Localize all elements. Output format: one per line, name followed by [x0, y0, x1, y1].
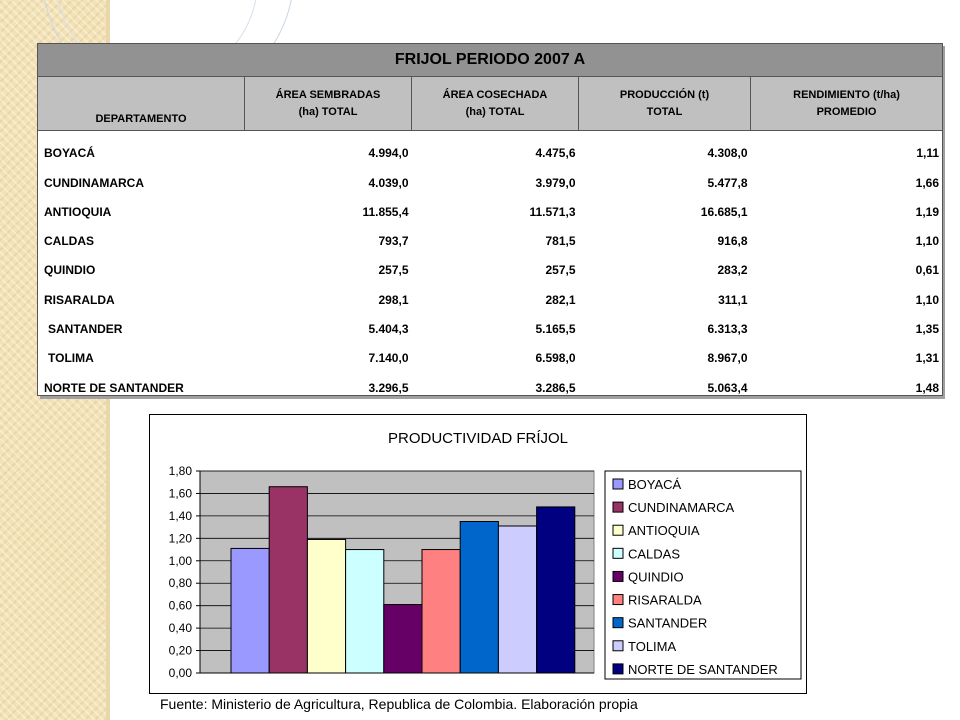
departamento-cell: TOLIMA — [48, 351, 94, 366]
departamento-cell: NORTE DE SANTANDER — [44, 380, 184, 395]
y-tick-label: 0,80 — [168, 576, 192, 591]
legend-label: RISARALDA — [628, 592, 702, 608]
departamento-cell: RISARALDA — [44, 292, 115, 307]
value-cell: 298,1 — [378, 292, 409, 307]
table-body — [38, 131, 943, 396]
value-cell: 916,8 — [717, 234, 748, 249]
value-cell: 6.598,0 — [535, 351, 576, 366]
table-row — [38, 219, 943, 248]
productivity-bar-chart — [150, 415, 806, 693]
value-cell: 4.308,0 — [707, 146, 748, 161]
legend-label: SANTANDER — [628, 615, 708, 631]
legend-swatch — [613, 641, 623, 651]
header-label: DEPARTAMENTO — [95, 112, 187, 125]
value-cell: 8.967,0 — [707, 351, 748, 366]
y-tick-label: 1,60 — [168, 486, 192, 501]
value-cell: 1,48 — [915, 380, 940, 395]
bar-risaralda — [422, 550, 460, 673]
value-cell: 5.063,4 — [707, 380, 748, 395]
y-tick-label: 1,40 — [168, 508, 192, 523]
y-tick-label: 0,00 — [168, 666, 192, 680]
legend-swatch — [613, 479, 623, 489]
value-cell: 3.286,5 — [535, 380, 576, 395]
table-row — [38, 160, 943, 189]
chart-title: PRODUCTIVIDAD FRÍJOL — [387, 430, 569, 447]
column-header-area-sembradas — [245, 77, 412, 131]
value-cell: 1,10 — [915, 292, 940, 307]
header-label-line1: PRODUCCIÓN (t) — [619, 89, 710, 101]
value-cell: 0,61 — [915, 263, 940, 278]
value-cell: 3.296,5 — [368, 380, 409, 395]
header-label-line1: ÁREA SEMBRADAS — [275, 89, 381, 101]
departamento-cell: CALDAS — [44, 234, 94, 249]
column-header-rendimiento — [751, 77, 943, 131]
legend-swatch — [613, 595, 623, 605]
value-cell: 793,7 — [378, 234, 409, 249]
value-cell: 257,5 — [378, 263, 409, 278]
table-row — [38, 307, 943, 336]
value-cell: 3.979,0 — [535, 175, 576, 190]
value-cell: 1,35 — [915, 322, 940, 337]
legend-label: QUINDIO — [628, 569, 684, 585]
bar-boyacá — [231, 548, 269, 673]
bar-norte-de-santander — [537, 507, 575, 673]
table-title-row — [38, 44, 943, 77]
legend-label: BOYACÁ — [628, 477, 682, 492]
legend-label: NORTE DE SANTANDER — [628, 661, 778, 677]
value-cell: 4.994,0 — [368, 146, 409, 161]
table-row — [38, 365, 943, 395]
column-header-produccion — [579, 77, 751, 131]
legend-swatch — [613, 664, 623, 674]
value-cell: 1,11 — [916, 146, 940, 161]
bar-antioquia — [307, 539, 345, 673]
legend-label: TOLIMA — [628, 638, 677, 654]
legend-swatch — [613, 525, 623, 535]
bar-tolima — [498, 526, 536, 673]
table-title: FRIJOL PERIODO 2007 A — [38, 44, 943, 77]
y-tick-label: 0,40 — [168, 621, 192, 636]
bar-cundinamarca — [269, 487, 307, 673]
value-cell: 11.571,3 — [529, 204, 576, 219]
value-cell: 4.039,0 — [368, 175, 409, 190]
departamento-cell: QUINDIO — [44, 263, 96, 278]
table-row — [38, 131, 943, 161]
header-label-line1: ÁREA COSECHADA — [442, 89, 548, 101]
header-label-line2: (ha) TOTAL — [298, 105, 358, 118]
y-tick-label: 1,20 — [168, 531, 192, 546]
legend-label: CALDAS — [628, 546, 681, 562]
y-tick-label: 1,80 — [168, 464, 192, 478]
value-cell: 1,19 — [915, 204, 940, 219]
value-cell: 6.313,3 — [707, 322, 748, 337]
frijol-data-table — [37, 43, 943, 396]
value-cell: 1,10 — [915, 234, 940, 249]
value-cell: 283,2 — [717, 263, 748, 278]
y-tick-label: 1,00 — [168, 553, 192, 568]
header-label-line2: PROMEDIO — [816, 105, 877, 118]
y-tick-label: 0,20 — [168, 643, 192, 658]
legend-swatch — [613, 548, 623, 558]
y-tick-label: 0,60 — [168, 598, 192, 613]
table-header-row — [38, 77, 943, 131]
value-cell: 16.685,1 — [700, 204, 748, 219]
value-cell: 311,1 — [718, 292, 748, 307]
source-note: Fuente: Ministerio de Agricultura, Republica de Colombia. Elaboración propia — [160, 696, 638, 712]
productivity-chart-frame — [149, 414, 807, 694]
departamento-cell: CUNDINAMARCA — [44, 175, 144, 190]
value-cell: 7.140,0 — [368, 351, 409, 366]
legend-label: ANTIOQUIA — [628, 523, 700, 539]
value-cell: 5.165,5 — [535, 322, 576, 337]
value-cell: 11.855,4 — [362, 204, 409, 219]
legend-swatch — [613, 571, 623, 581]
header-label-line2: TOTAL — [646, 105, 683, 118]
value-cell: 257,5 — [545, 263, 576, 278]
value-cell: 282,1 — [545, 292, 576, 307]
value-cell: 1,31 — [915, 351, 940, 366]
value-cell: 781,5 — [545, 234, 576, 249]
departamento-cell: SANTANDER — [48, 322, 123, 337]
table-row — [38, 248, 943, 277]
departamento-cell: ANTIOQUIA — [44, 204, 112, 219]
legend-label: CUNDINAMARCA — [628, 500, 735, 516]
table-row — [38, 190, 943, 219]
value-cell: 5.477,8 — [707, 175, 748, 190]
value-cell: 5.404,3 — [368, 322, 409, 337]
legend-swatch — [613, 502, 623, 512]
legend-swatch — [613, 618, 623, 628]
column-header-departamento — [38, 77, 245, 131]
bar-quindio — [384, 605, 422, 673]
bar-caldas — [346, 550, 384, 673]
frijol-table-container — [37, 43, 942, 396]
value-cell: 1,66 — [915, 175, 940, 190]
value-cell: 4.475,6 — [535, 146, 576, 161]
bar-santander — [460, 522, 498, 674]
header-label-line1: RENDIMIENTO (t/ha) — [793, 89, 900, 101]
header-label-line2: (ha) TOTAL — [465, 105, 525, 118]
table-row — [38, 277, 943, 306]
column-header-area-cosechada — [412, 77, 579, 131]
table-row — [38, 336, 943, 365]
departamento-cell: BOYACÁ — [44, 146, 95, 161]
